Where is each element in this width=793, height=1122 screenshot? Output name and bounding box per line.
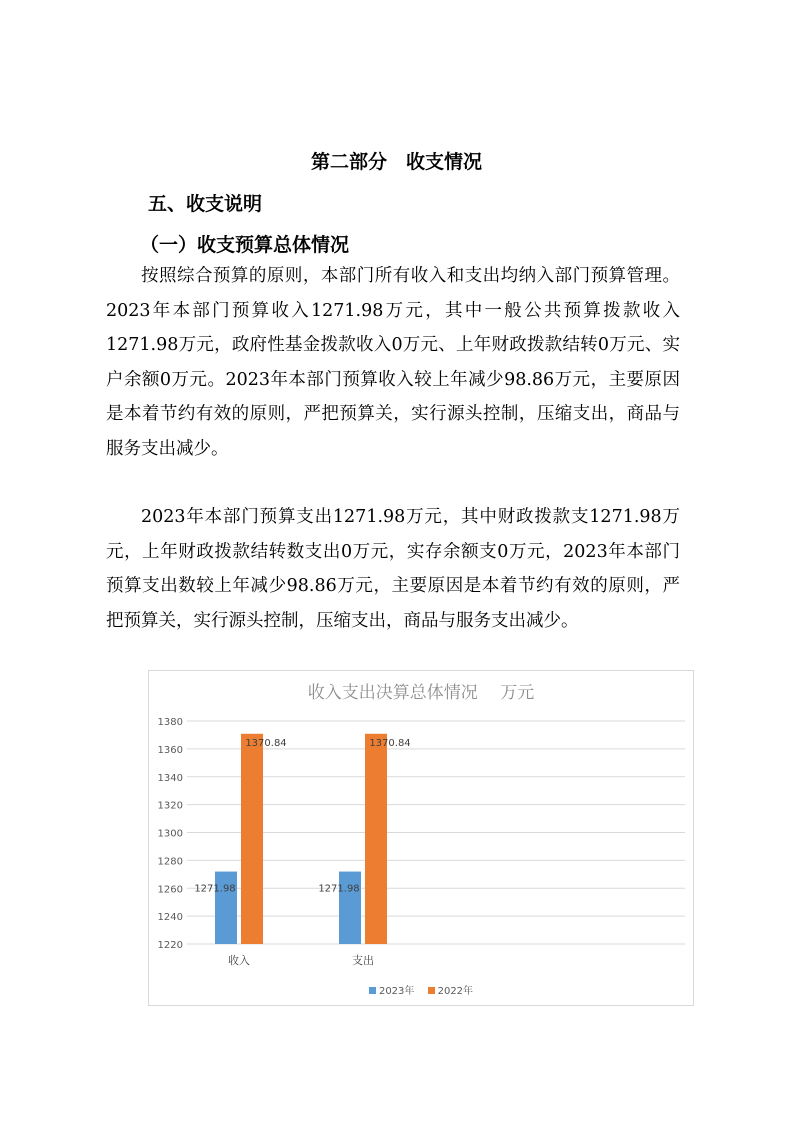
chart-canvas xyxy=(149,671,693,1005)
bar-2023 xyxy=(339,872,361,944)
y-tick-label: 1220 xyxy=(157,940,183,951)
body-paragraph-expenditure: 2023年本部门预算支出1271.98万元，其中财政拨款支1271.98万元，上年财政拨款结转数支出0万元，实存余额支0万元，2023年本部门预算支出数较上年减少98.86万元，主要原因是本着节约有效的原则，严把预算关，实行源头控制，压缩支出，商品与服务支出减少。 xyxy=(106,507,680,631)
data-label: 1271.98 xyxy=(194,883,236,895)
legend-swatch-2023 xyxy=(369,987,376,994)
bar-2023 xyxy=(215,872,237,944)
legend-swatch-2022 xyxy=(428,987,435,994)
y-tick-label: 1280 xyxy=(157,856,183,868)
x-tick-label: 收入 xyxy=(228,954,250,967)
bar-2022 xyxy=(241,734,263,944)
legend-label-2023: 2023年 xyxy=(378,986,415,997)
data-label: 1271.98 xyxy=(318,883,360,895)
y-tick-label: 1380 xyxy=(157,717,183,728)
data-label: 1370.84 xyxy=(369,737,411,749)
y-tick-label: 1300 xyxy=(157,828,183,840)
legend-item-2022 xyxy=(428,986,473,997)
chart-title: 收入支出决算总体情况 万元 xyxy=(307,683,535,703)
body-paragraph-income: 按照综合预算的原则，本部门所有收入和支出均纳入部门预算管理。2023年本部门预算收入1271.98万元，其中一般公共预算拨款收入1271.98万元，政府性基金拨款收入0万元、上年财政拨款结转0万元、实户余额0万元。2023年本部门预算收入较上年减少98.86万元，主要原因是本着节约有效的原则，严把预算关，实行源头控制，压缩支出，商品与服务支出减少。 xyxy=(106,266,680,459)
y-tick-label: 1360 xyxy=(157,744,183,756)
section-heading: 五、收支说明 xyxy=(148,193,263,215)
y-tick-label: 1260 xyxy=(157,884,183,896)
bar-2022 xyxy=(365,734,387,944)
y-tick-label: 1320 xyxy=(157,800,183,812)
y-tick-label: 1240 xyxy=(157,912,183,924)
subsection-heading: （一）收支预算总体情况 xyxy=(140,234,350,256)
part-title: 第二部分 收支情况 xyxy=(310,151,482,173)
data-label: 1370.84 xyxy=(245,737,287,749)
legend-item-2023 xyxy=(369,986,414,997)
legend-label-2022: 2022年 xyxy=(437,986,474,997)
budget-chart xyxy=(148,670,694,1006)
y-tick-label: 1340 xyxy=(157,772,183,784)
x-tick-label: 支出 xyxy=(352,954,374,967)
chart-legend xyxy=(149,982,693,997)
